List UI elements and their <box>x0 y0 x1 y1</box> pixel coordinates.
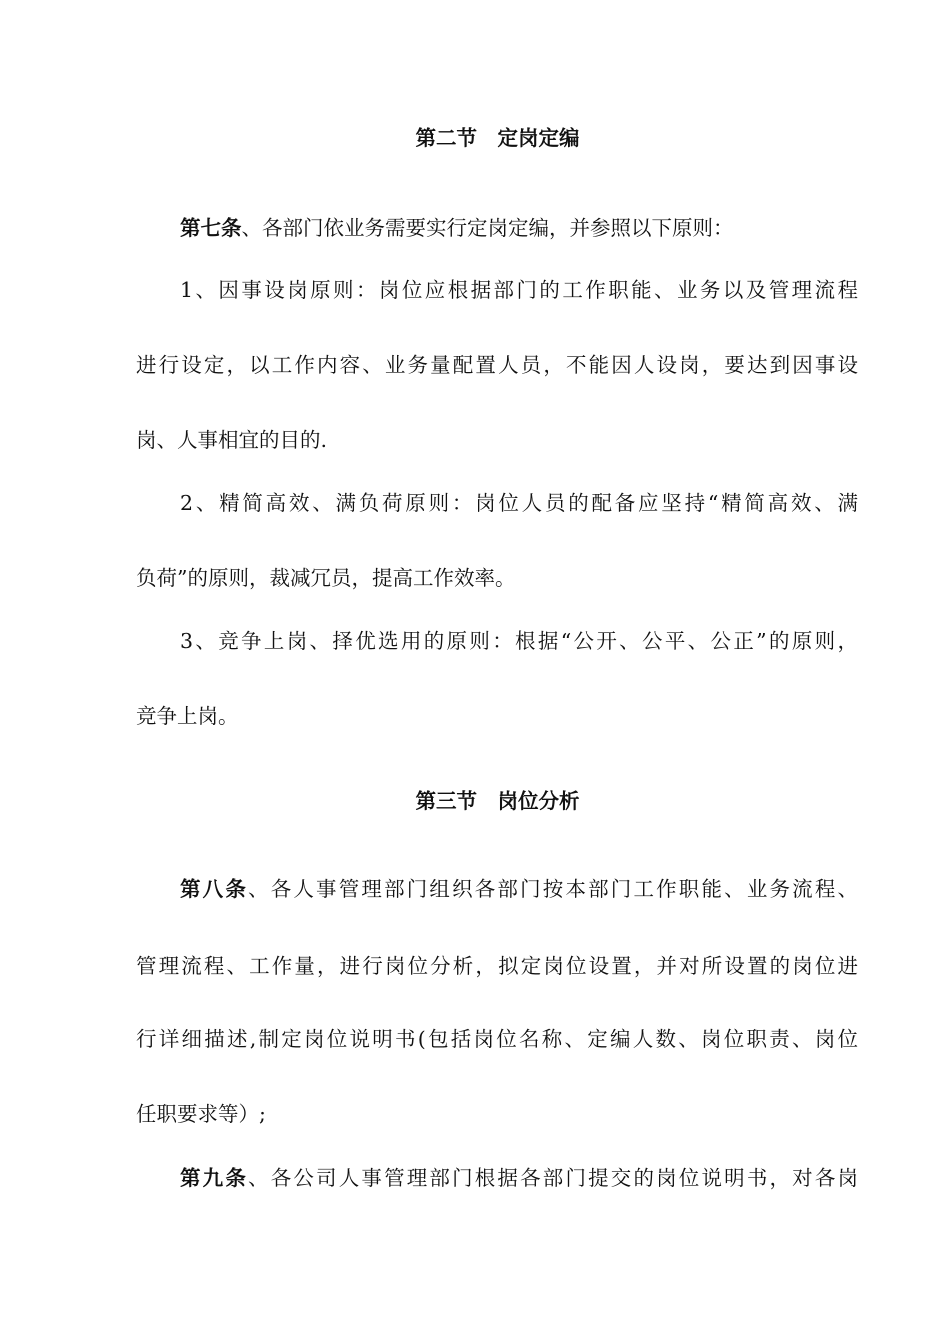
principle-1-line-1: 1、因事设岗原则：岗位应根据部门的工作职能、业务以及管理流程 <box>180 278 858 302</box>
principle-2-line-2: 负荷”的原则，裁减冗员，提高工作效率。 <box>136 566 516 590</box>
principle-1-line-2: 进行设定，以工作内容、业务量配置人员，不能因人设岗，要达到因事设 <box>136 353 858 377</box>
principle-2-line-1: 2、精简高效、满负荷原则：岗位人员的配备应坚持“精简高效、满 <box>180 491 858 515</box>
article-8-line-4: 任职要求等）; <box>136 1102 266 1126</box>
principle-1-line-3: 岗、人事相宜的目的. <box>136 428 328 452</box>
principle-3-line-2: 竞争上岗。 <box>136 704 239 728</box>
section-heading-2: 第二节 定岗定编 <box>415 126 580 150</box>
section-heading-3: 第三节 岗位分析 <box>415 789 580 813</box>
article-8-line-1 <box>180 879 858 900</box>
article-8-line-3: 行详细描述,制定岗位说明书(包括岗位名称、定编人数、岗位职责、岗位 <box>136 1027 858 1051</box>
article-7-paragraph <box>180 218 734 239</box>
article-7-label: 第七条 <box>180 216 242 240</box>
article-8-text: 、各人事管理部门组织各部门按本部门工作职能、业务流程、 <box>248 877 859 901</box>
article-8-label: 第八条 <box>180 877 249 901</box>
principle-3-line-1: 3、竞争上岗、择优选用的原则：根据“公开、公平、公正”的原则， <box>180 629 858 653</box>
article-9-text: 、各公司人事管理部门根据各部门提交的岗位说明书，对各岗 <box>248 1166 859 1190</box>
article-8-line-2: 管理流程、工作量，进行岗位分析，拟定岗位设置，并对所设置的岗位进 <box>136 954 858 978</box>
article-9-label: 第九条 <box>180 1166 249 1190</box>
article-9-line-1 <box>180 1168 858 1189</box>
article-7-text: 、各部门依业务需要实行定岗定编，并参照以下原则： <box>241 216 734 240</box>
